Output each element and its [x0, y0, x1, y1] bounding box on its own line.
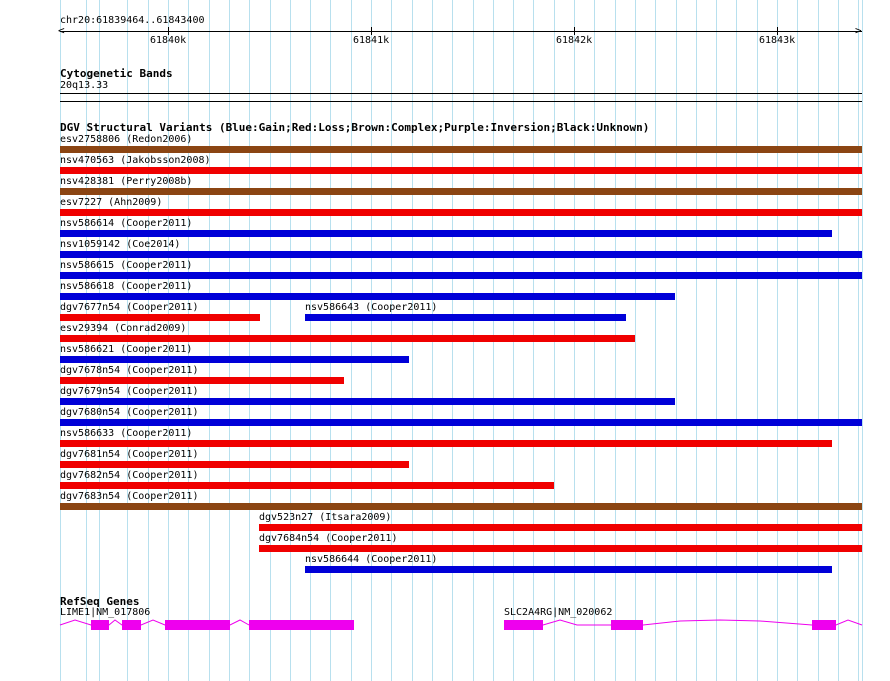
ruler-left-arrow: <	[58, 24, 65, 37]
variant-label[interactable]: dgv7682n54 (Cooper2011)	[60, 470, 199, 481]
slc2a4rg-exon[interactable]	[504, 620, 543, 630]
variant-label[interactable]: nsv470563 (Jakobsson2008)	[60, 155, 211, 166]
variant-label[interactable]: dgv7677n54 (Cooper2011)	[60, 302, 199, 313]
variant-label[interactable]: nsv586614 (Cooper2011)	[60, 218, 193, 229]
ruler-tick-label: 61840k	[150, 35, 187, 46]
variant-label[interactable]: dgv7683n54 (Cooper2011)	[60, 491, 199, 502]
variant-label[interactable]: nsv586621 (Cooper2011)	[60, 344, 193, 355]
variant-label[interactable]: esv7227 (Ahn2009)	[60, 197, 163, 208]
ruler-tick-label: 61843k	[759, 35, 796, 46]
variant-label[interactable]: dgv523n27 (Itsara2009)	[259, 512, 392, 523]
gene-label-slc2a4rg[interactable]: SLC2A4RG|NM_020062	[504, 607, 613, 618]
refseq-track-title: RefSeq Genes	[60, 595, 140, 608]
variant-label[interactable]: nsv586644 (Cooper2011)	[305, 554, 438, 565]
cytoband-label[interactable]: 20q13.33	[60, 80, 109, 91]
variant-label[interactable]: nsv586643 (Cooper2011)	[305, 302, 438, 313]
variant-label[interactable]: nsv586618 (Cooper2011)	[60, 281, 193, 292]
region-label: chr20:61839464..61843400	[60, 15, 205, 26]
variant-label[interactable]: dgv7679n54 (Cooper2011)	[60, 386, 199, 397]
lime1-exon[interactable]	[122, 620, 141, 630]
variant-label[interactable]: esv29394 (Conrad2009)	[60, 323, 187, 334]
variant-label[interactable]: dgv7678n54 (Cooper2011)	[60, 365, 199, 376]
cytoband-track-title: Cytogenetic Bands	[60, 67, 173, 80]
variant-label[interactable]: nsv586615 (Cooper2011)	[60, 260, 193, 271]
gene-label-lime1[interactable]: LIME1|NM_017806	[60, 607, 151, 618]
lime1-exon[interactable]	[165, 620, 230, 630]
lime1-exon[interactable]	[91, 620, 109, 630]
variant-label[interactable]: dgv7681n54 (Cooper2011)	[60, 449, 199, 460]
ruler-tick-label: 61841k	[353, 35, 390, 46]
slc2a4rg-exon[interactable]	[611, 620, 643, 630]
variant-label[interactable]: nsv1059142 (Coe2014)	[60, 239, 181, 250]
ruler-tick-label: 61842k	[556, 35, 593, 46]
variant-label[interactable]: dgv7680n54 (Cooper2011)	[60, 407, 199, 418]
slc2a4rg-exon[interactable]	[812, 620, 836, 630]
ruler-right-arrow: >	[855, 24, 862, 37]
variant-label[interactable]: nsv428381 (Perry2008b)	[60, 176, 193, 187]
lime1-exon[interactable]	[249, 620, 354, 630]
variant-label[interactable]: esv2758806 (Redon2006)	[60, 134, 193, 145]
dgv-track-title: DGV Structural Variants (Blue:Gain;Red:Loss;Brown:Complex;Purple:Inversion;Black:Unknown)	[60, 121, 650, 134]
variant-label[interactable]: dgv7684n54 (Cooper2011)	[259, 533, 398, 544]
variant-label[interactable]: nsv586633 (Cooper2011)	[60, 428, 193, 439]
